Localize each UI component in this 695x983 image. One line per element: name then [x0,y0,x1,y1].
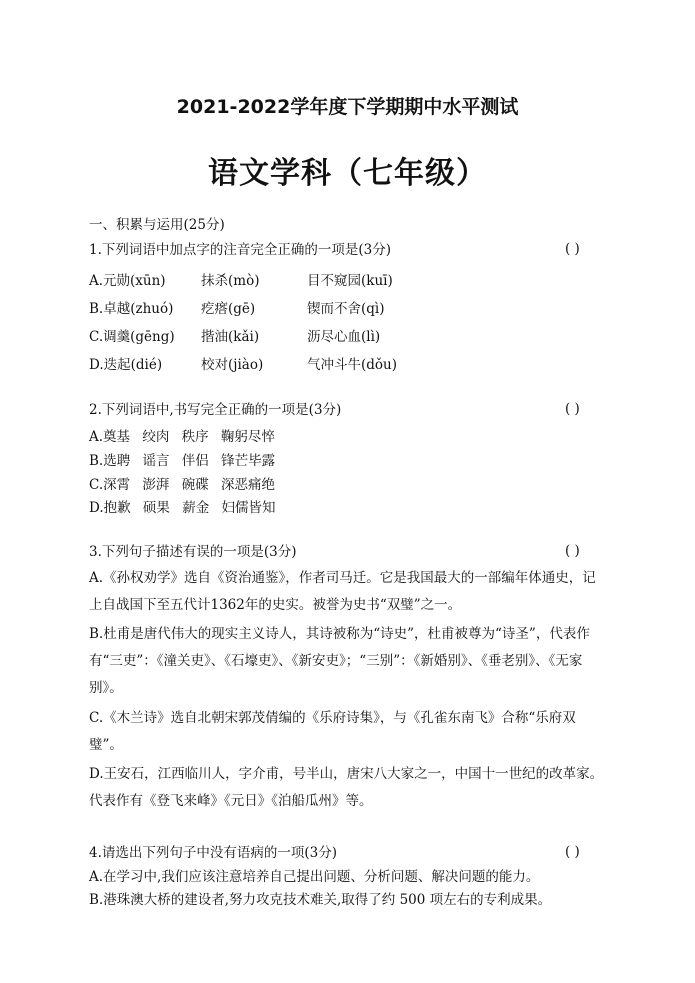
option-term: 气冲斗牛(dǒu) [307,357,397,373]
question-2-stem: 2.下列词语中,书写完全正确的一项是(3分) [89,402,342,418]
subject-title: 语文学科（七年级） [208,156,487,191]
option-term: 疙瘩(gē) [201,301,256,317]
question-4-answer-paren: ( ) [565,844,580,860]
question-2-option-c: C.深霄 澎湃 碗碟 深恶痛绝 [89,477,276,493]
option-term: 校对(jiào) [201,357,264,373]
question-3-option-c: C.《木兰诗》选自北朝宋郭茂倩编的《乐府诗集》，与《孔雀东南飞》合称“乐府双璧”。 [89,710,576,753]
question-3-option-b: B.杜甫是唐代伟大的现实主义诗人，其诗被称为“诗史”，杜甫被尊为“诗圣”，代表作有“三吏”：《潼关吏》、《石壕吏》、《新安吏》；“三别”：《新婚别》、《垂老别》、《无家别》。 [89,626,590,696]
section-heading: 一、积累与运用(25分) [89,217,225,233]
question-4-stem: 4.请选出下列句子中没有语病的一项(3分) [89,845,338,861]
question-2-option-d: D.抱歉 硕果 薪金 妇儒皆知 [89,500,276,516]
question-3-option-a: A.《孙权劝学》选自《资治通鉴》，作者司马迁。它是我国最大的一部编年体通史，记上自战国下至五代计1362年的史实。被誉为史书“双璧”之一。 [89,570,596,613]
option-term: A.元勋(xūn) [89,273,166,289]
option-term: C.调羹(gēng) [89,329,175,345]
question-1-answer-paren: ( ) [565,241,580,257]
option-term: 沥尽心血(lì) [307,329,381,345]
option-term: B.卓越(zhuó) [89,301,174,317]
question-4-option-b: B.港珠澳大桥的建设者,努力攻克技术难关,取得了约 500 项左右的专利成果。 [89,892,552,908]
question-3-option-d: D.王安石，江西临川人，字介甫，号半山，唐宋八大家之一，中国十一世纪的改革家。代表作有《登飞来峰》《元日》《泊船瓜州》等。 [89,766,604,809]
option-term: 目不窥园(kuī) [307,273,393,289]
option-term: 锲而不舍(qì) [307,301,385,317]
question-2-option-b: B.选聘 谣言 伴侣 锋芒毕露 [89,453,276,469]
option-term: D.迭起(dié) [89,357,163,373]
exam-title: 2021-2022学年度下学期期中水平测试 [176,96,519,118]
question-3-answer-paren: ( ) [565,543,580,559]
option-term: 揩油(kǎi) [201,329,260,345]
question-4-option-a: A.在学习中,我们应该注意培养自己提出问题、分析问题、解决问题的能力。 [89,869,540,885]
question-3-stem: 3.下列句子描述有误的一项是(3分) [89,544,297,560]
question-2-answer-paren: ( ) [565,401,580,417]
option-term: 抹杀(mò) [201,273,260,289]
question-1-stem: 1.下列词语中加点字的注音完全正确的一项是(3分) [89,242,392,258]
question-2-option-a: A.奠基 绞肉 秩序 鞠躬尽悴 [89,429,275,445]
